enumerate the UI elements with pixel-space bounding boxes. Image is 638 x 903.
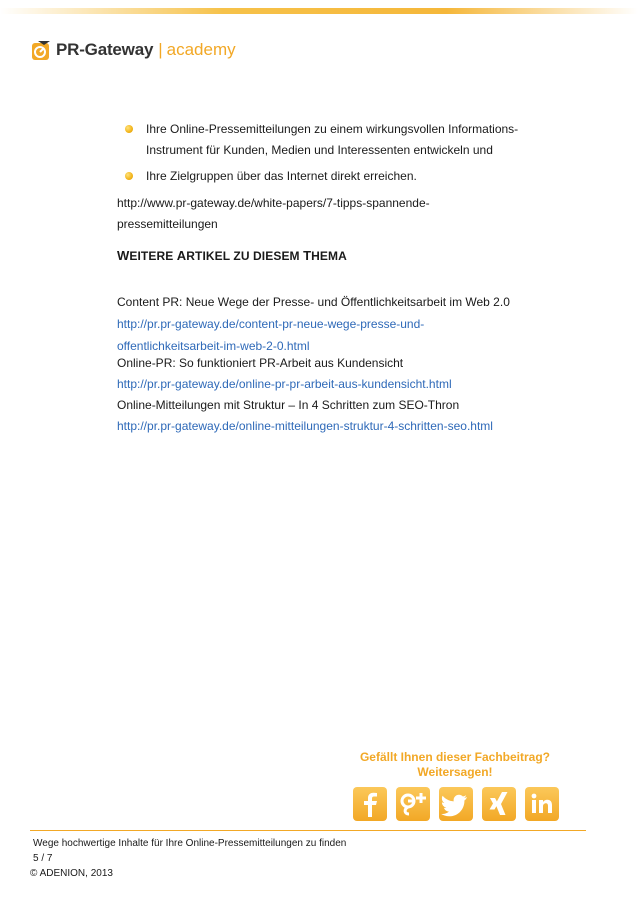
footer-page-number: 5 / 7 bbox=[33, 853, 53, 864]
footer-rule bbox=[30, 830, 586, 831]
heading-part: EITERE bbox=[129, 249, 177, 263]
logo-suffix: academy bbox=[166, 40, 236, 59]
source-url[interactable] bbox=[117, 193, 557, 235]
bullet-dot-icon bbox=[125, 125, 133, 133]
heading-part: HEMA bbox=[311, 249, 347, 263]
linkedin-icon[interactable] bbox=[525, 787, 559, 821]
bullet-item bbox=[128, 119, 566, 161]
article-link[interactable]: http://pr.pr-gateway.de/online-mitteilungen-struktur-4-schritten-seo.html bbox=[117, 419, 493, 433]
section-heading bbox=[117, 248, 347, 263]
footer-title: Wege hochwertige Inhalte für Ihre Online-Pressemitteilungen zu finden bbox=[33, 838, 347, 849]
header-rule bbox=[0, 8, 638, 14]
facebook-icon[interactable] bbox=[353, 787, 387, 821]
article-link[interactable]: http://pr.pr-gateway.de/online-pr-pr-arbeit-aus-kundensicht.html bbox=[117, 377, 452, 391]
footer-copyright: © ADENION, 2013 bbox=[30, 868, 113, 879]
bullet-text-line: Instrument für Kunden, Medien und Interessenten entwickeln und bbox=[146, 143, 493, 157]
share-prompt-line: Gefällt Ihnen dieser Fachbeitrag? bbox=[359, 750, 551, 764]
heading-part: T bbox=[303, 248, 312, 263]
article-title: Online-Mitteilungen mit Struktur – In 4 Schritten zum SEO-Thron bbox=[117, 398, 460, 412]
heading-part: W bbox=[117, 248, 130, 263]
bullet-text-line: Ihre Online-Pressemitteilungen zu einem wirkungsvollen Informations- bbox=[146, 122, 519, 136]
share-prompt bbox=[350, 750, 560, 780]
logo[interactable] bbox=[30, 36, 236, 64]
bullet-item bbox=[128, 166, 566, 187]
source-url-line: http://www.pr-gateway.de/white-papers/7-tipps-spannende- bbox=[117, 196, 430, 210]
article-link[interactable]: offentlichkeitsarbeit-im-web-2-0.html bbox=[117, 339, 310, 353]
bullet-text-line: Ihre Zielgruppen über das Internet direkt erreichen. bbox=[146, 169, 417, 183]
article-title: Content PR: Neue Wege der Presse- und Öffentlichkeitsarbeit im Web 2.0 bbox=[117, 295, 510, 309]
heading-part: RTIKEL ZU DIESEM bbox=[186, 249, 304, 263]
bullet-dot-icon bbox=[125, 172, 133, 180]
share-prompt-line: Weitersagen! bbox=[417, 765, 493, 779]
article-title: Online-PR: So funktioniert PR-Arbeit aus Kundensicht bbox=[117, 356, 404, 370]
logo-icon bbox=[30, 39, 52, 61]
logo-divider: | bbox=[158, 40, 163, 59]
heading-part: A bbox=[176, 248, 187, 263]
logo-name: PR-Gateway bbox=[56, 40, 154, 59]
article-link[interactable]: http://pr.pr-gateway.de/content-pr-neue-wege-presse-und- bbox=[117, 317, 425, 331]
source-url-line: pressemitteilungen bbox=[117, 217, 218, 231]
twitter-icon[interactable] bbox=[439, 787, 473, 821]
xing-icon[interactable] bbox=[482, 787, 516, 821]
google-plus-icon[interactable] bbox=[396, 787, 430, 821]
